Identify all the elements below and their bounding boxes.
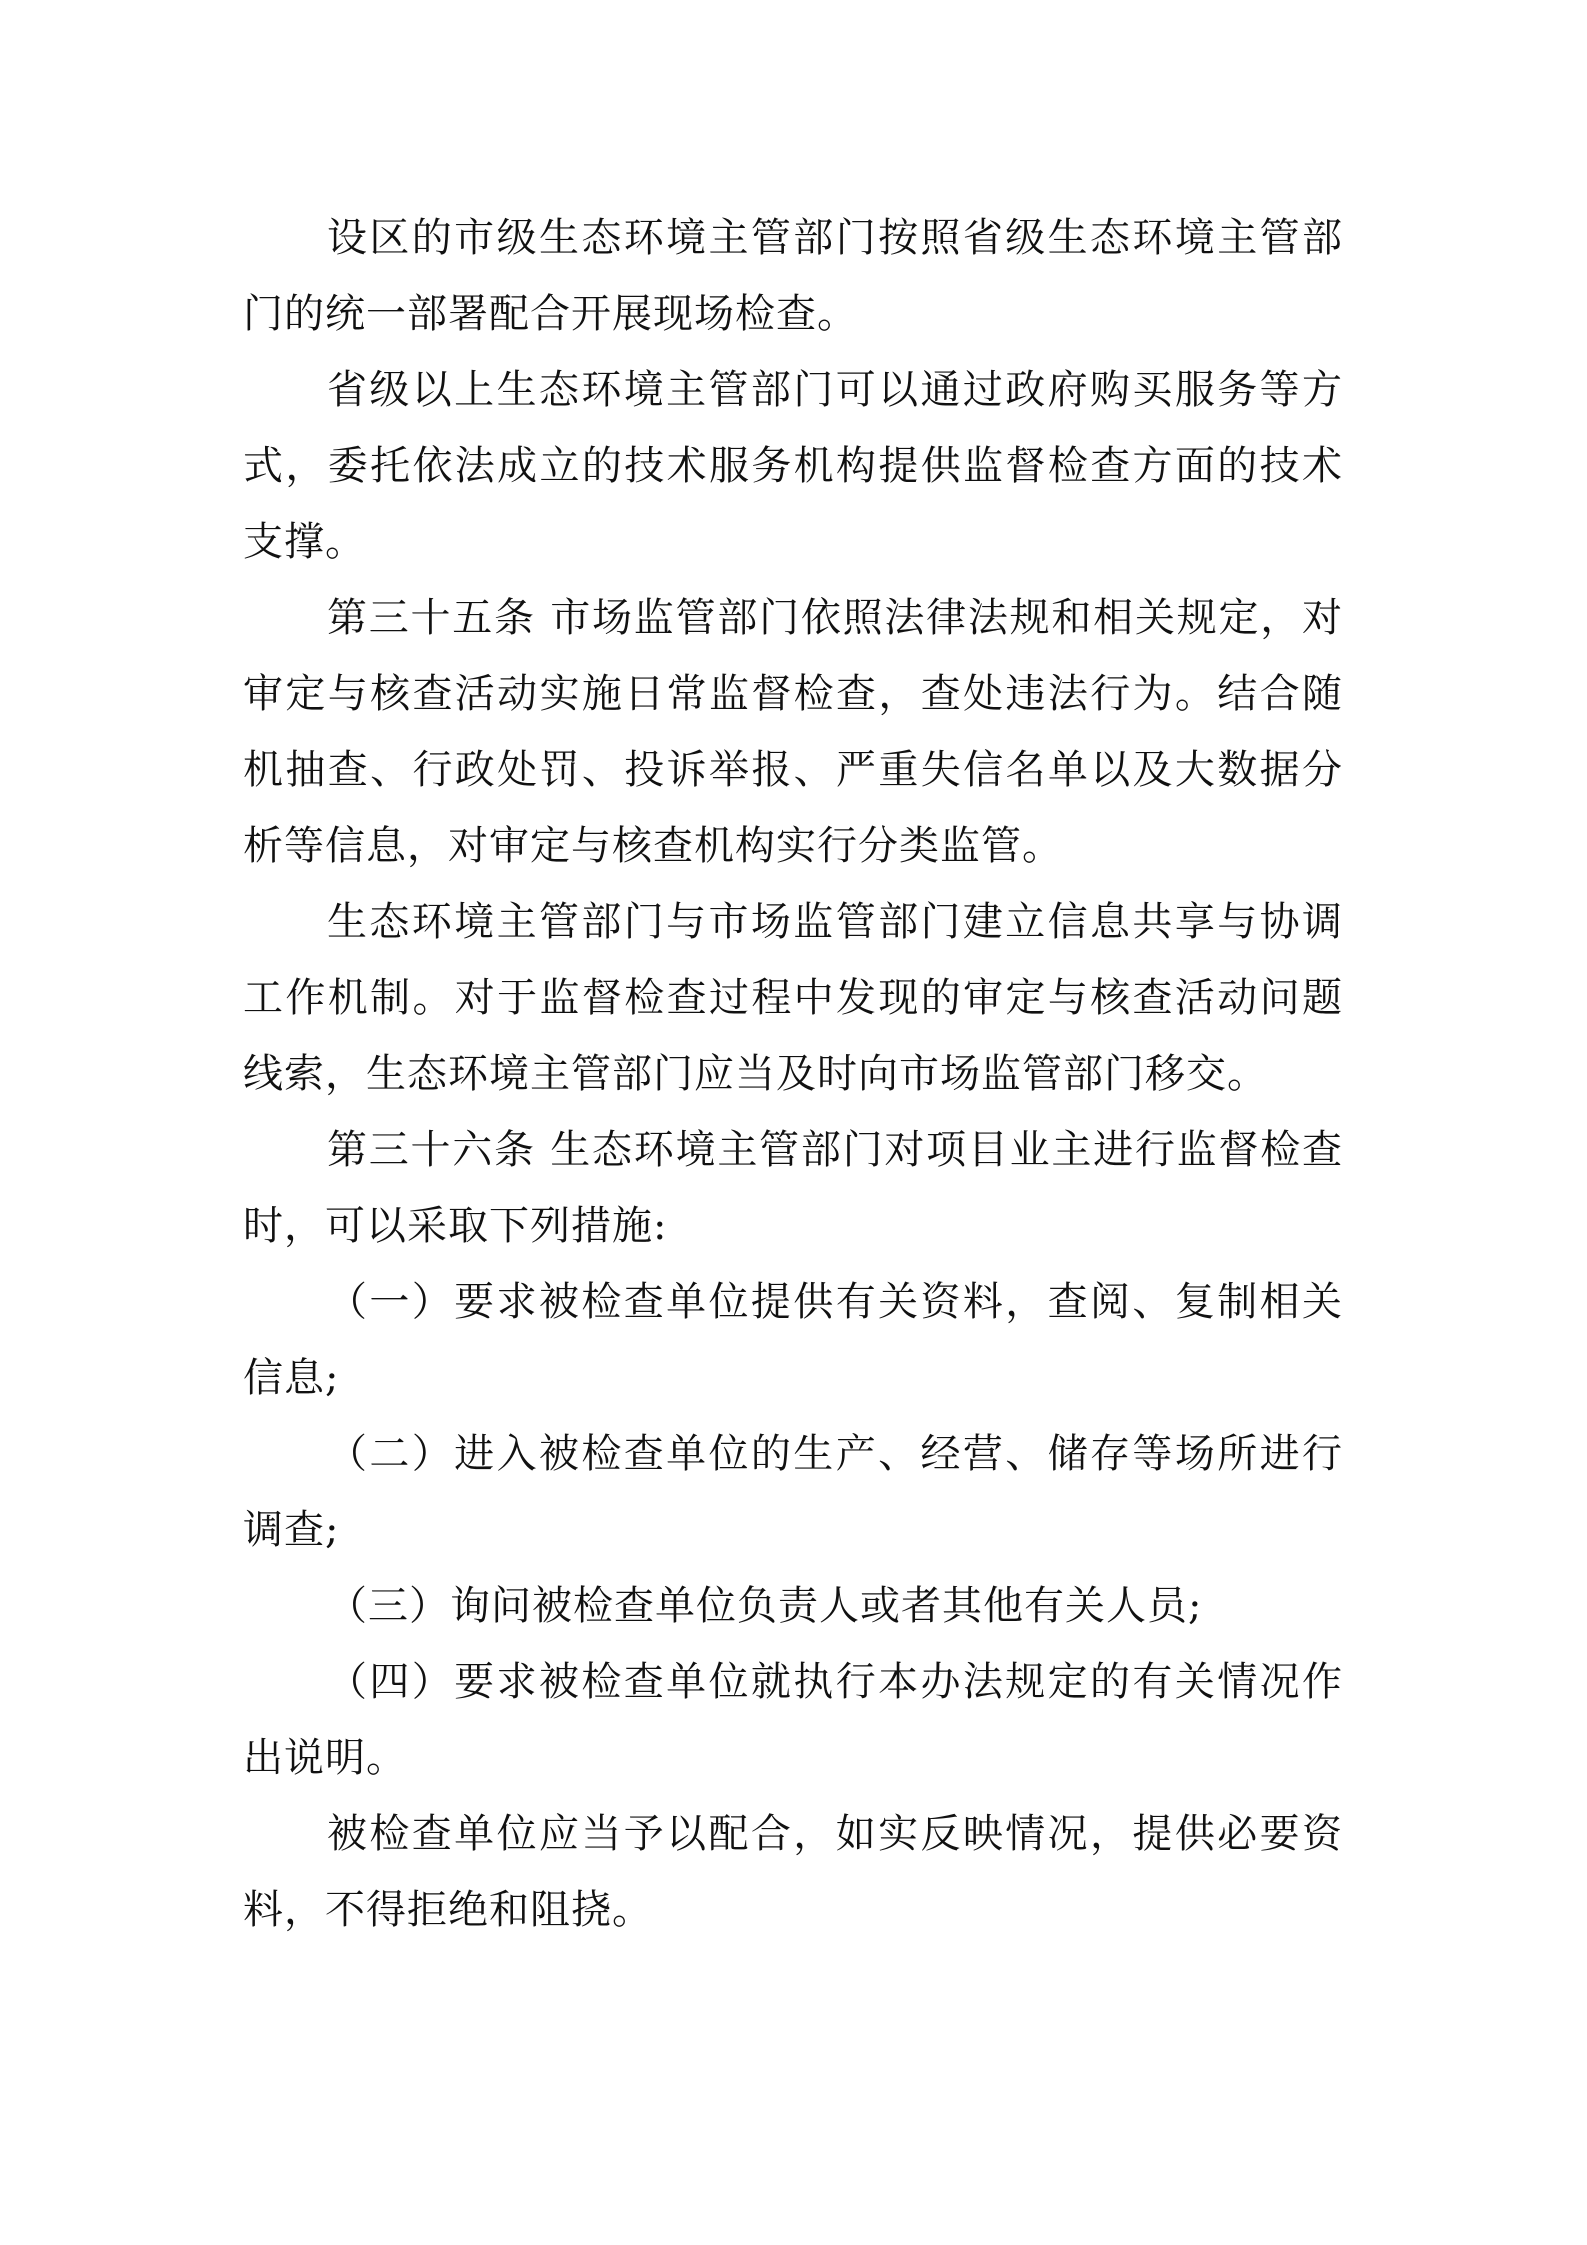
paragraph-4: 生态环境主管部门与市场监管部门建立信息共享与协调工作机制。对于监督检查过程中发现的审定与核查活动问题线索，生态环境主管部门应当及时向市场监管部门移交。 <box>243 899 1343 1097</box>
paragraph-1: 设区的市级生态环境主管部门按照省级生态环境主管部门的统一部署配合开展现场检查。 <box>243 215 1343 337</box>
article-36-paragraph: 第三十六条 生态环境主管部门对项目业主进行监督检查时，可以采取下列措施: <box>243 1127 1343 1249</box>
measure-2: （二）进入被检查单位的生产、经营、储存等场所进行调查; <box>243 1431 1343 1553</box>
document-body <box>243 200 1343 1948</box>
paragraph-10: 被检查单位应当予以配合，如实反映情况，提供必要资料，不得拒绝和阻挠。 <box>243 1811 1343 1933</box>
measure-1: （一）要求被检查单位提供有关资料，查阅、复制相关信息; <box>243 1279 1343 1401</box>
measure-4: （四）要求被检查单位就执行本办法规定的有关情况作出说明。 <box>243 1659 1343 1781</box>
measure-3: （三）询问被检查单位负责人或者其他有关人员; <box>327 1583 1203 1629</box>
paragraph-2: 省级以上生态环境主管部门可以通过政府购买服务等方式，委托依法成立的技术服务机构提供监督检查方面的技术支撑。 <box>243 367 1343 565</box>
article-35-paragraph: 第三十五条 市场监管部门依照法律法规和相关规定，对审定与核查活动实施日常监督检查，查处违法行为。结合随机抽查、行政处罚、投诉举报、严重失信名单以及大数据分析等信息，对审定与核查机构实行分类监管。 <box>243 595 1343 869</box>
